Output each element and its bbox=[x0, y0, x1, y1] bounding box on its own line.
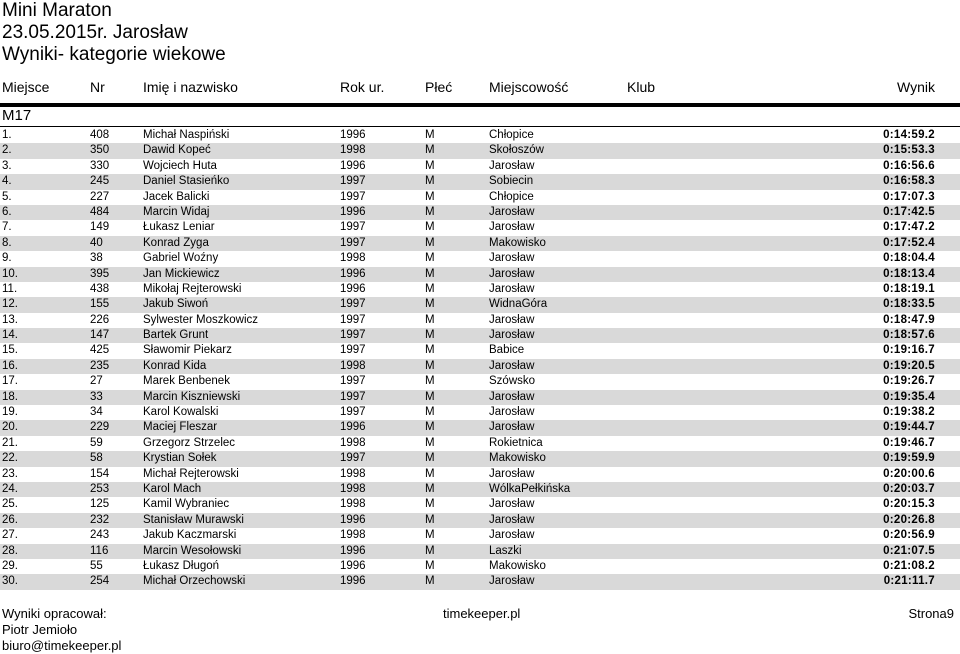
row-number: 125 bbox=[90, 498, 110, 511]
row-time: 0:14:59.2 bbox=[883, 129, 935, 141]
table-row bbox=[0, 574, 960, 589]
table-row bbox=[0, 159, 960, 174]
row-birth-year: 1998 bbox=[340, 482, 366, 495]
row-birth-year: 1997 bbox=[340, 406, 366, 419]
column-header-name: Imię i nazwisko bbox=[143, 79, 238, 95]
row-place: 3. bbox=[2, 159, 12, 172]
column-header-club: Klub bbox=[627, 79, 656, 95]
row-number: 147 bbox=[90, 329, 110, 342]
table-row bbox=[0, 282, 960, 297]
row-place: 16. bbox=[2, 359, 18, 372]
table-row bbox=[0, 528, 960, 543]
results-table bbox=[0, 128, 960, 590]
row-time: 0:17:42.5 bbox=[883, 205, 935, 218]
row-number: 243 bbox=[90, 529, 110, 542]
row-birth-year: 1997 bbox=[340, 375, 366, 388]
row-place: 12. bbox=[2, 298, 18, 311]
row-city: Jarosław bbox=[489, 329, 535, 342]
row-birth-year: 1998 bbox=[340, 529, 366, 542]
row-time: 0:18:47.9 bbox=[883, 313, 935, 326]
row-city: Jarosław bbox=[489, 359, 535, 372]
row-number: 253 bbox=[90, 482, 110, 495]
table-row bbox=[0, 513, 960, 528]
row-number: 38 bbox=[90, 252, 103, 265]
row-sex: M bbox=[425, 467, 435, 480]
row-name: Marcin Widaj bbox=[143, 205, 210, 218]
row-number: 34 bbox=[90, 406, 103, 419]
footer-author: Piotr Jemioło bbox=[2, 622, 78, 637]
event-date-place: 23.05.2015r. Jarosław bbox=[2, 22, 188, 43]
row-sex: M bbox=[425, 252, 435, 265]
column-header-sex: Płeć bbox=[425, 79, 453, 95]
row-time: 0:20:03.7 bbox=[883, 482, 935, 495]
header-divider-double bbox=[0, 105, 960, 107]
row-name: Maciej Fleszar bbox=[143, 421, 218, 434]
row-time: 0:16:56.6 bbox=[883, 159, 935, 172]
row-sex: M bbox=[425, 421, 435, 434]
row-birth-year: 1997 bbox=[340, 313, 366, 326]
table-row bbox=[0, 467, 960, 482]
row-sex: M bbox=[425, 236, 435, 249]
row-sex: M bbox=[425, 452, 435, 465]
row-name: Gabriel Woźny bbox=[143, 252, 219, 265]
row-time: 0:20:15.3 bbox=[883, 498, 935, 511]
row-name: Wojciech Huta bbox=[143, 159, 217, 172]
row-sex: M bbox=[425, 175, 435, 188]
row-city: Chłopice bbox=[489, 129, 534, 141]
row-sex: M bbox=[425, 575, 435, 588]
row-city: Jarosław bbox=[489, 159, 535, 172]
row-name: Łukasz Leniar bbox=[143, 221, 215, 234]
row-city: Jarosław bbox=[489, 467, 535, 480]
row-number: 226 bbox=[90, 313, 110, 326]
row-sex: M bbox=[425, 221, 435, 234]
row-birth-year: 1997 bbox=[340, 175, 366, 188]
row-number: 40 bbox=[90, 236, 103, 249]
row-number: 245 bbox=[90, 175, 110, 188]
table-row bbox=[0, 297, 960, 312]
row-city: WidnaGóra bbox=[489, 298, 548, 311]
row-number: 395 bbox=[90, 267, 110, 280]
table-row bbox=[0, 328, 960, 343]
row-birth-year: 1997 bbox=[340, 298, 366, 311]
row-sex: M bbox=[425, 359, 435, 372]
row-sex: M bbox=[425, 390, 435, 403]
row-name: Michał Orzechowski bbox=[143, 575, 246, 588]
row-city: Jarosław bbox=[489, 390, 535, 403]
table-row bbox=[0, 482, 960, 497]
row-sex: M bbox=[425, 513, 435, 526]
row-name: Grzegorz Strzelec bbox=[143, 436, 236, 449]
column-header-year: Rok ur. bbox=[340, 79, 385, 95]
row-place: 9. bbox=[2, 252, 12, 265]
row-sex: M bbox=[425, 375, 435, 388]
row-place: 24. bbox=[2, 482, 18, 495]
row-number: 408 bbox=[90, 129, 110, 141]
row-number: 484 bbox=[90, 205, 110, 218]
row-time: 0:19:26.7 bbox=[883, 375, 935, 388]
row-sex: M bbox=[425, 482, 435, 495]
row-name: Konrad Zyga bbox=[143, 236, 209, 249]
row-name: Jacek Balicki bbox=[143, 190, 210, 203]
row-birth-year: 1998 bbox=[340, 436, 366, 449]
row-birth-year: 1996 bbox=[340, 513, 366, 526]
table-row bbox=[0, 174, 960, 189]
table-row bbox=[0, 236, 960, 251]
table-row bbox=[0, 374, 960, 389]
row-number: 27 bbox=[90, 375, 103, 388]
row-birth-year: 1997 bbox=[340, 344, 366, 357]
row-place: 8. bbox=[2, 236, 12, 249]
row-city: Laszki bbox=[489, 544, 522, 557]
row-name: Marek Benbenek bbox=[143, 375, 230, 388]
row-sex: M bbox=[425, 129, 435, 141]
table-row bbox=[0, 451, 960, 466]
row-number: 33 bbox=[90, 390, 103, 403]
table-row bbox=[0, 343, 960, 358]
row-name: Krystian Sołek bbox=[143, 452, 217, 465]
row-city: Jarosław bbox=[489, 498, 535, 511]
table-row bbox=[0, 267, 960, 282]
row-time: 0:19:35.4 bbox=[883, 390, 935, 403]
row-place: 17. bbox=[2, 375, 18, 388]
row-number: 59 bbox=[90, 436, 103, 449]
row-time: 0:19:44.7 bbox=[883, 421, 935, 434]
row-birth-year: 1998 bbox=[340, 467, 366, 480]
row-city: Makowisko bbox=[489, 452, 546, 465]
row-place: 2. bbox=[2, 144, 12, 157]
row-place: 28. bbox=[2, 544, 18, 557]
row-sex: M bbox=[425, 159, 435, 172]
row-name: Sławomir Piekarz bbox=[143, 344, 232, 357]
category-divider bbox=[0, 126, 960, 127]
row-number: 154 bbox=[90, 467, 110, 480]
row-city: Makowisko bbox=[489, 559, 546, 572]
row-city: Jarosław bbox=[489, 529, 535, 542]
row-time: 0:18:13.4 bbox=[883, 267, 935, 280]
row-birth-year: 1996 bbox=[340, 544, 366, 557]
row-number: 229 bbox=[90, 421, 110, 434]
table-row bbox=[0, 544, 960, 559]
row-city: Jarosław bbox=[489, 267, 535, 280]
row-sex: M bbox=[425, 298, 435, 311]
row-time: 0:15:53.3 bbox=[883, 144, 935, 157]
row-city: Szówsko bbox=[489, 375, 536, 388]
row-time: 0:16:58.3 bbox=[883, 175, 935, 188]
row-name: Sylwester Moszkowicz bbox=[143, 313, 259, 326]
row-number: 155 bbox=[90, 298, 110, 311]
row-place: 18. bbox=[2, 390, 18, 403]
row-name: Jan Mickiewicz bbox=[143, 267, 220, 280]
row-place: 4. bbox=[2, 175, 12, 188]
row-place: 27. bbox=[2, 529, 18, 542]
page-title: Mini Maraton bbox=[2, 0, 112, 21]
table-header bbox=[0, 79, 960, 99]
row-number: 232 bbox=[90, 513, 110, 526]
row-time: 0:19:38.2 bbox=[883, 406, 935, 419]
row-sex: M bbox=[425, 544, 435, 557]
row-birth-year: 1997 bbox=[340, 390, 366, 403]
row-place: 19. bbox=[2, 406, 18, 419]
row-sex: M bbox=[425, 559, 435, 572]
row-place: 1. bbox=[2, 129, 12, 141]
row-place: 11. bbox=[2, 282, 18, 295]
table-row bbox=[0, 128, 960, 143]
row-birth-year: 1996 bbox=[340, 159, 366, 172]
row-number: 350 bbox=[90, 144, 110, 157]
row-sex: M bbox=[425, 282, 435, 295]
row-place: 7. bbox=[2, 221, 12, 234]
row-place: 25. bbox=[2, 498, 18, 511]
row-sex: M bbox=[425, 329, 435, 342]
row-city: Sobiecin bbox=[489, 175, 534, 188]
table-row bbox=[0, 190, 960, 205]
footer-website: timekeeper.pl bbox=[443, 606, 521, 621]
row-place: 26. bbox=[2, 513, 18, 526]
row-name: Karol Kowalski bbox=[143, 406, 219, 419]
column-header-city: Miejscowość bbox=[489, 79, 569, 95]
table-row bbox=[0, 497, 960, 512]
row-number: 438 bbox=[90, 282, 110, 295]
table-row bbox=[0, 559, 960, 574]
row-place: 15. bbox=[2, 344, 18, 357]
footer-prepared-by: Wyniki opracował: bbox=[2, 606, 107, 621]
row-time: 0:18:19.1 bbox=[883, 282, 935, 295]
row-city: WólkaPełkińska bbox=[489, 482, 571, 495]
row-number: 425 bbox=[90, 344, 110, 357]
row-place: 10. bbox=[2, 267, 18, 280]
row-time: 0:19:59.9 bbox=[883, 452, 935, 465]
category-label: M17 bbox=[2, 107, 32, 124]
row-name: Łukasz Długoń bbox=[143, 559, 220, 572]
row-city: Jarosław bbox=[489, 421, 535, 434]
row-place: 5. bbox=[2, 190, 12, 203]
row-time: 0:19:46.7 bbox=[883, 436, 935, 449]
row-time: 0:18:04.4 bbox=[883, 252, 935, 265]
table-row bbox=[0, 251, 960, 266]
row-birth-year: 1998 bbox=[340, 252, 366, 265]
row-birth-year: 1997 bbox=[340, 221, 366, 234]
row-sex: M bbox=[425, 344, 435, 357]
row-sex: M bbox=[425, 313, 435, 326]
row-city: Skołoszów bbox=[489, 144, 544, 157]
row-place: 23. bbox=[2, 467, 18, 480]
row-number: 227 bbox=[90, 190, 110, 203]
row-city: Jarosław bbox=[489, 513, 535, 526]
row-sex: M bbox=[425, 190, 435, 203]
row-time: 0:17:52.4 bbox=[883, 236, 935, 249]
row-birth-year: 1997 bbox=[340, 190, 366, 203]
row-time: 0:20:26.8 bbox=[883, 513, 935, 526]
row-time: 0:18:57.6 bbox=[883, 329, 935, 342]
row-time: 0:19:16.7 bbox=[883, 344, 935, 357]
row-place: 30. bbox=[2, 575, 18, 588]
row-name: Bartek Grunt bbox=[143, 329, 209, 342]
row-time: 0:17:07.3 bbox=[883, 190, 935, 203]
row-birth-year: 1997 bbox=[340, 329, 366, 342]
row-name: Michał Naspiński bbox=[143, 129, 230, 141]
row-sex: M bbox=[425, 529, 435, 542]
row-birth-year: 1997 bbox=[340, 236, 366, 249]
table-row bbox=[0, 220, 960, 235]
row-sex: M bbox=[425, 406, 435, 419]
row-sex: M bbox=[425, 144, 435, 157]
row-city: Chłopice bbox=[489, 190, 534, 203]
table-row bbox=[0, 359, 960, 374]
row-city: Jarosław bbox=[489, 282, 535, 295]
row-name: Stanisław Murawski bbox=[143, 513, 244, 526]
row-city: Jarosław bbox=[489, 313, 535, 326]
row-birth-year: 1996 bbox=[340, 575, 366, 588]
row-time: 0:21:07.5 bbox=[883, 544, 935, 557]
row-time: 0:21:11.7 bbox=[883, 575, 935, 588]
row-name: Dawid Kopeć bbox=[143, 144, 211, 157]
row-time: 0:18:33.5 bbox=[883, 298, 935, 311]
row-name: Marcin Wesołowski bbox=[143, 544, 242, 557]
row-number: 254 bbox=[90, 575, 110, 588]
row-birth-year: 1996 bbox=[340, 129, 366, 141]
row-city: Jarosław bbox=[489, 205, 535, 218]
row-number: 55 bbox=[90, 559, 103, 572]
row-name: Kamil Wybraniec bbox=[143, 498, 230, 511]
row-birth-year: 1996 bbox=[340, 559, 366, 572]
row-city: Rokietnica bbox=[489, 436, 543, 449]
row-birth-year: 1997 bbox=[340, 452, 366, 465]
row-birth-year: 1996 bbox=[340, 421, 366, 434]
row-name: Jakub Siwoń bbox=[143, 298, 209, 311]
row-city: Jarosław bbox=[489, 221, 535, 234]
table-row bbox=[0, 420, 960, 435]
row-birth-year: 1998 bbox=[340, 498, 366, 511]
row-time: 0:21:08.2 bbox=[883, 559, 935, 572]
row-city: Jarosław bbox=[489, 575, 535, 588]
row-sex: M bbox=[425, 498, 435, 511]
table-row bbox=[0, 143, 960, 158]
row-birth-year: 1996 bbox=[340, 282, 366, 295]
row-sex: M bbox=[425, 267, 435, 280]
row-number: 330 bbox=[90, 159, 110, 172]
row-name: Daniel Stasieńko bbox=[143, 175, 230, 188]
row-place: 13. bbox=[2, 313, 18, 326]
row-place: 21. bbox=[2, 436, 18, 449]
row-name: Michał Rejterowski bbox=[143, 467, 239, 480]
row-place: 22. bbox=[2, 452, 18, 465]
row-place: 29. bbox=[2, 559, 18, 572]
row-name: Jakub Kaczmarski bbox=[143, 529, 237, 542]
row-number: 235 bbox=[90, 359, 110, 372]
row-city: Babice bbox=[489, 344, 525, 357]
row-time: 0:20:56.9 bbox=[883, 529, 935, 542]
footer-email: biuro@timekeeper.pl bbox=[2, 638, 122, 653]
column-header-nr: Nr bbox=[90, 79, 105, 95]
footer-page-number: Strona9 bbox=[908, 606, 954, 621]
row-name: Marcin Kiszniewski bbox=[143, 390, 241, 403]
row-number: 58 bbox=[90, 452, 103, 465]
table-row bbox=[0, 313, 960, 328]
table-row bbox=[0, 436, 960, 451]
row-name: Karol Mach bbox=[143, 482, 202, 495]
row-name: Mikołaj Rejterowski bbox=[143, 282, 242, 295]
row-place: 20. bbox=[2, 421, 18, 434]
row-number: 116 bbox=[90, 544, 109, 557]
row-place: 6. bbox=[2, 205, 12, 218]
column-header-time: Wynik bbox=[897, 79, 935, 95]
row-city: Jarosław bbox=[489, 406, 535, 419]
row-sex: M bbox=[425, 205, 435, 218]
row-number: 149 bbox=[90, 221, 110, 234]
row-place: 14. bbox=[2, 329, 18, 342]
page-subtitle: Wyniki- kategorie wiekowe bbox=[2, 44, 226, 65]
row-birth-year: 1996 bbox=[340, 205, 366, 218]
row-birth-year: 1998 bbox=[340, 359, 366, 372]
table-row bbox=[0, 405, 960, 420]
row-city: Makowisko bbox=[489, 236, 546, 249]
row-time: 0:19:20.5 bbox=[883, 359, 935, 372]
row-city: Jarosław bbox=[489, 252, 535, 265]
row-birth-year: 1998 bbox=[340, 144, 366, 157]
row-name: Konrad Kida bbox=[143, 359, 207, 372]
table-row bbox=[0, 205, 960, 220]
row-sex: M bbox=[425, 436, 435, 449]
row-birth-year: 1996 bbox=[340, 267, 366, 280]
table-row bbox=[0, 390, 960, 405]
row-time: 0:17:47.2 bbox=[883, 221, 935, 234]
row-time: 0:20:00.6 bbox=[883, 467, 935, 480]
column-header-place: Miejsce bbox=[2, 79, 50, 95]
